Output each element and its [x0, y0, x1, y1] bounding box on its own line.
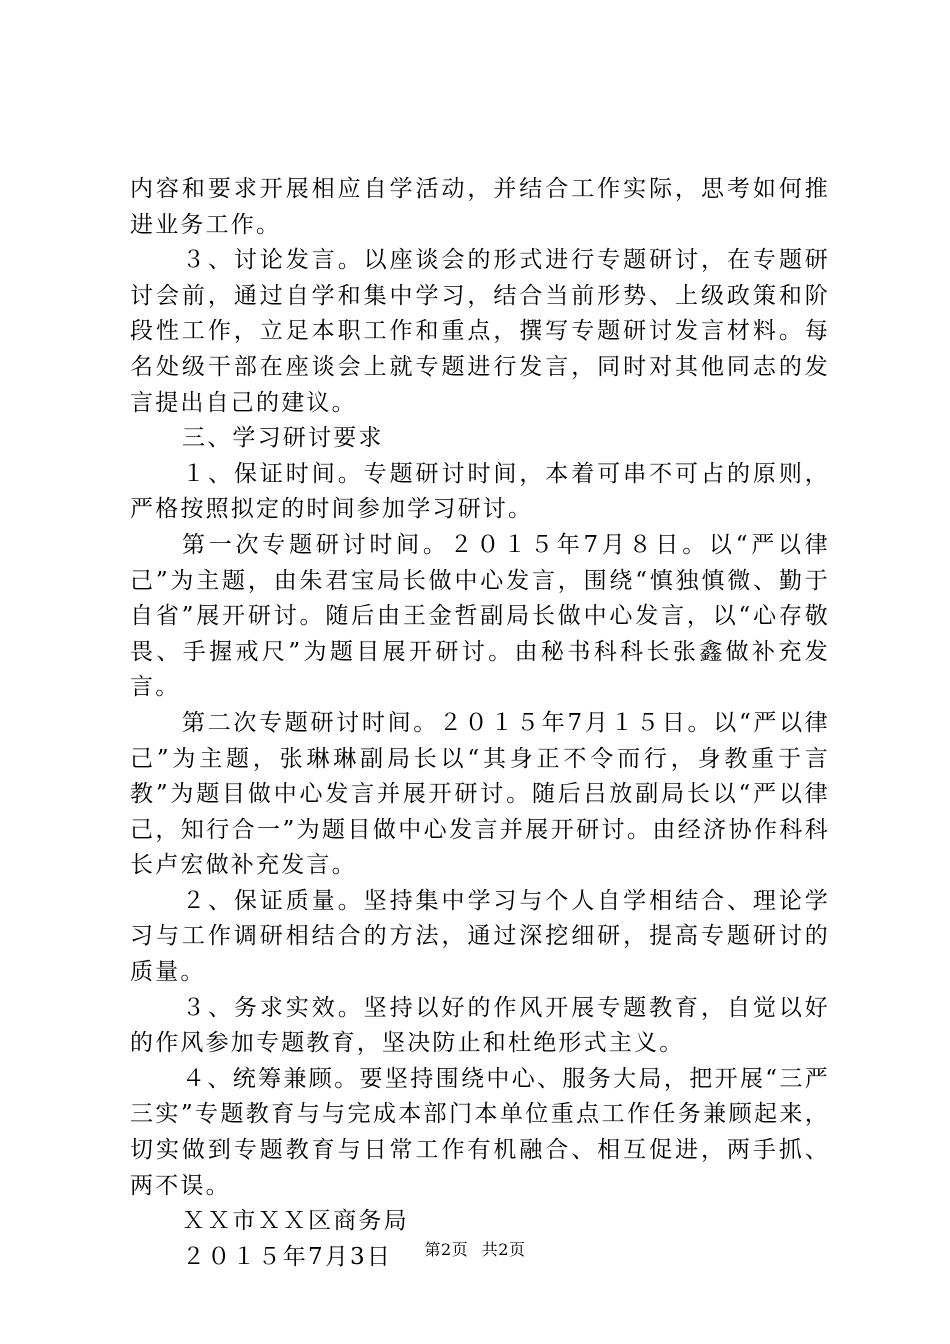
paragraph-second-session: 第二次专题研讨时间。２０１５年7月１５日。以“严以律己”为主题，张琳琳副局长以“其身正不令而行，身教重于言教”为题目做中心发言并展开研讨。随后吕放副局长以“严以律己，知行合一”为题目做中心发言并展开研讨。由经济协作科科长卢宏做补充发言。: [130, 709, 830, 879]
paragraph-time-guarantee: １、保证时间。专题研讨时间，本着可串不可占的原则，严格按照拟定的时间参加学习研讨。: [130, 460, 830, 523]
paragraph-continuation: 内容和要求开展相应自学活动，并结合工作实际，思考如何推进业务工作。: [130, 176, 830, 238]
page-total: 共2页: [481, 1240, 526, 1259]
document-body: [130, 172, 830, 1275]
paragraph-overall-planning: ４、统筹兼顾。要坚持围绕中心、服务大局，把开展“三严三实”专题教育与与完成本部门本单位重点工作任务兼顾起来，切实做到专题教育与日常工作有机融合、相互促进，两手抓、两不误。: [130, 1065, 830, 1199]
paragraph-practical-results: ３、务求实效。坚持以好的作风开展专题教育，自觉以好的作风参加专题教育，坚决防止和杜绝形式主义。: [130, 994, 830, 1057]
paragraph-discussion: ３、讨论发言。以座谈会的形式进行专题研讨，在专题研讨会前，通过自学和集中学习，结合当前形势、上级政策和阶段性工作，立足本职工作和重点，撰写专题研讨发言材料。每名处级干部在座谈会上就专题进行发言，同时对其他同志的发言提出自己的建议。: [130, 247, 830, 416]
signature-organization: ＸＸ市ＸＸ区商务局: [182, 1208, 409, 1235]
section-heading-requirements: 三、学习研讨要求: [182, 425, 384, 452]
signature-date: ２０１５年7月3日: [182, 1243, 393, 1270]
page-footer: [0, 1240, 950, 1260]
paragraph-quality-guarantee: ２、保证质量。坚持集中学习与个人自学相结合、理论学习与工作调研相结合的方法，通过深挖细研，提高专题研讨的质量。: [130, 887, 830, 986]
page-number: 第2页: [424, 1240, 469, 1259]
paragraph-first-session: 第一次专题研讨时间。２０１５年7月８日。以“严以律己”为主题，由朱君宝局长做中心发言，围绕“慎独慎微、勤于自省”展开研讨。随后由王金哲副局长做中心发言，以“心存敬畏、手握戒尺”为题目展开研讨。由秘书科科长张鑫做补充发言。: [130, 531, 830, 701]
